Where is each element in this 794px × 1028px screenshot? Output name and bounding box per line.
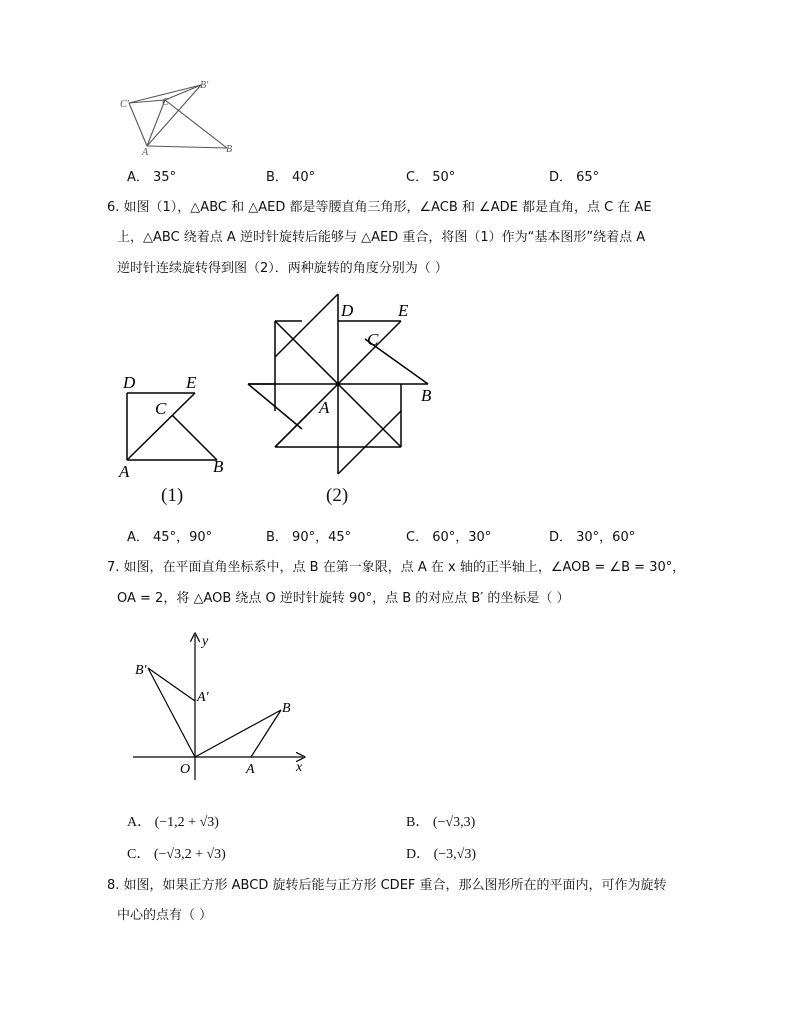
q7-label-b-prime: B′: [135, 663, 147, 678]
q6-fig2-label-c: C: [367, 330, 379, 349]
q8-stem-line-1: 8. 如图，如果正方形 ABCD 旋转后能与正方形 CDEF 重合，那么图形所在的平面内，可作为旋转: [107, 878, 667, 893]
q6-caption-1: (1): [161, 485, 184, 506]
q6-option-b[interactable]: B． 90°，45°: [266, 530, 352, 545]
q6-figure-1: [115, 370, 235, 480]
q5-figure: [112, 74, 242, 158]
q5-option-c[interactable]: C． 50°: [406, 170, 456, 185]
q7-stem-line-2: OA = 2，将 △AOB 绕点 O 逆时针旋转 90°，点 B 的对应点 B′ 的坐标是（ ）: [117, 591, 570, 606]
q5-label-b: B: [226, 144, 233, 155]
q6-fig2-label-e: E: [398, 301, 409, 320]
q6-option-c[interactable]: C． 60°，30°: [406, 530, 492, 545]
q5-option-b[interactable]: B． 40°: [266, 170, 316, 185]
q6-fig1-label-b: B: [213, 457, 224, 476]
q7-option-a[interactable]: A． (−1,2 + √3): [127, 815, 219, 830]
q5-label-c-prime: C': [120, 99, 129, 110]
q6-fig2-label-b: B: [421, 386, 432, 405]
q5-label-c: C: [162, 97, 169, 108]
q7-figure: [125, 630, 310, 780]
q7-label-y: y: [202, 634, 209, 649]
q5-option-d[interactable]: D． 65°: [549, 170, 600, 185]
q7-stem-line-1: 7. 如图，在平面直角坐标系中，点 B 在第一象限，点 A 在 x 轴的正半轴上，∠AOB = ∠B = 30°，: [107, 560, 686, 575]
q7-label-a-prime: A′: [197, 690, 209, 705]
q7-option-c[interactable]: C． (−√3,2 + √3): [127, 847, 226, 862]
q6-caption-2: (2): [326, 485, 349, 506]
q5-label-b-prime: B': [200, 80, 209, 91]
q6-figure-2: [240, 288, 440, 480]
q6-option-d[interactable]: D． 30°，60°: [549, 530, 636, 545]
q5-option-a[interactable]: A． 35°: [127, 170, 177, 185]
q6-option-a[interactable]: A． 45°，90°: [127, 530, 213, 545]
q7-label-b: B: [282, 701, 291, 716]
q6-fig1-label-c: C: [155, 399, 167, 418]
q6-fig1-label-e: E: [186, 373, 197, 392]
q8-stem-line-2: 中心的点有（ ）: [117, 908, 213, 923]
q7-option-b[interactable]: B． (−√3,3): [406, 815, 476, 830]
q7-label-o: O: [180, 762, 191, 777]
q6-fig1-label-d: D: [123, 373, 136, 392]
q6-stem-line-3: 逆时针连续旋转得到图（2）．两种旋转的角度分别为（ ）: [117, 261, 448, 276]
q6-stem-line-1: 6. 如图（1），△ABC 和 △AED 都是等腰直角三角形，∠ACB 和 ∠ADE 都是直角，点 C 在 AE: [107, 200, 652, 215]
q7-option-d[interactable]: D． (−3,√3): [406, 847, 477, 862]
q5-label-a: A: [142, 147, 149, 158]
q6-fig1-label-a: A: [119, 462, 130, 480]
q6-stem-line-2: 上，△ABC 绕着点 A 逆时针旋转后能够与 △AED 重合，将图（1）作为“基本图形”绕着点 A: [117, 230, 646, 245]
q7-label-x: x: [296, 760, 303, 775]
q6-fig2-label-a: A: [319, 398, 330, 417]
q7-label-a: A: [246, 762, 255, 777]
q6-fig2-label-d: D: [341, 301, 354, 320]
